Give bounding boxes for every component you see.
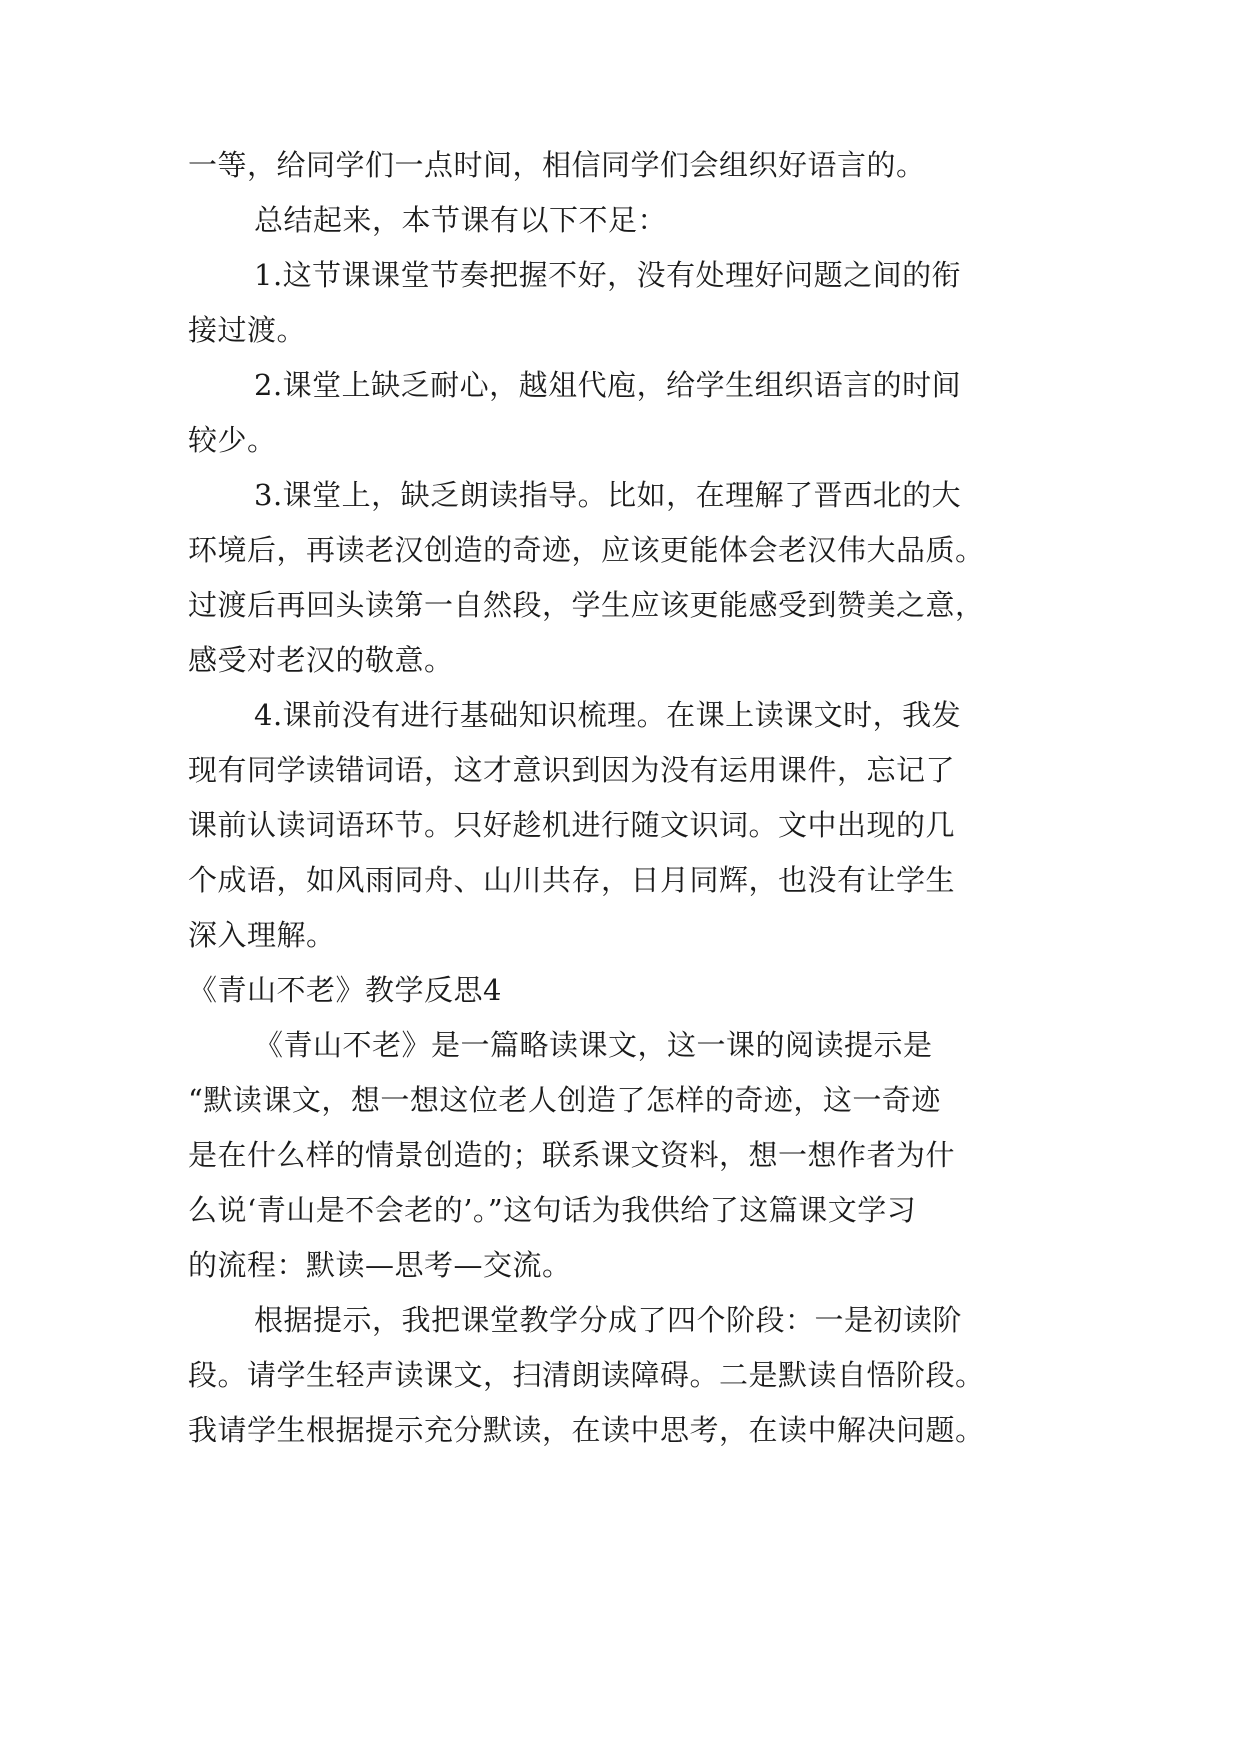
paragraph-line: 课前认读词语环节。只好趁机进行随文识词。文中出现的几 [188,808,956,842]
paragraph-line: 《青山不老》是一篇略读课文，这一课的阅读提示是 [254,1028,933,1062]
paragraph-line: 过渡后再回头读第一自然段，学生应该更能感受到赞美之意， [188,588,985,622]
paragraph-line: 接过渡。 [188,313,307,347]
paragraph-line: 4.课前没有进行基础知识梳理。在课上读课文时，我发 [254,698,962,732]
paragraph-line: “默读课文，想一想这位老人创造了怎样的奇迹，这一奇迹 [188,1083,941,1117]
paragraph-line: 是在什么样的情景创造的；联系课文资料，想一想作者为什 [188,1138,956,1172]
paragraph-line: 较少。 [188,423,277,457]
section-heading: 《青山不老》教学反思4 [188,973,502,1007]
paragraph-line: 3.课堂上，缺乏朗读指导。比如，在理解了晋西北的大 [254,478,962,512]
paragraph-line: 总结起来，本节课有以下不足： [254,203,668,237]
paragraph-line: 2.课堂上缺乏耐心，越俎代庖，给学生组织语言的时间 [254,368,962,402]
paragraph-line: 深入理解。 [188,918,336,952]
paragraph-line: 一等，给同学们一点时间，相信同学们会组织好语言的。 [188,148,926,182]
paragraph-line: 根据提示，我把课堂教学分成了四个阶段：一是初读阶 [254,1303,963,1337]
paragraph-line: 我请学生根据提示充分默读，在读中思考，在读中解决问题。 [188,1413,985,1447]
paragraph-line: 的流程：默读—思考—交流。 [188,1248,572,1282]
paragraph-line: 环境后，再读老汉创造的奇迹，应该更能体会老汉伟大品质。 [188,533,985,567]
paragraph-line: 现有同学读错词语，这才意识到因为没有运用课件，忘记了 [188,753,956,787]
paragraph-line: 1.这节课课堂节奏把握不好，没有处理好问题之间的衔 [254,258,962,292]
paragraph-line: 个成语，如风雨同舟、山川共存，日月同辉，也没有让学生 [188,863,956,897]
paragraph-line: 么说‘青山是不会老的’。”这句话为我供给了这篇课文学习 [188,1193,917,1227]
paragraph-line: 段。请学生轻声读课文，扫清朗读障碍。二是默读自悟阶段。 [188,1358,985,1392]
paragraph-line: 感受对老汉的敬意。 [188,643,454,677]
